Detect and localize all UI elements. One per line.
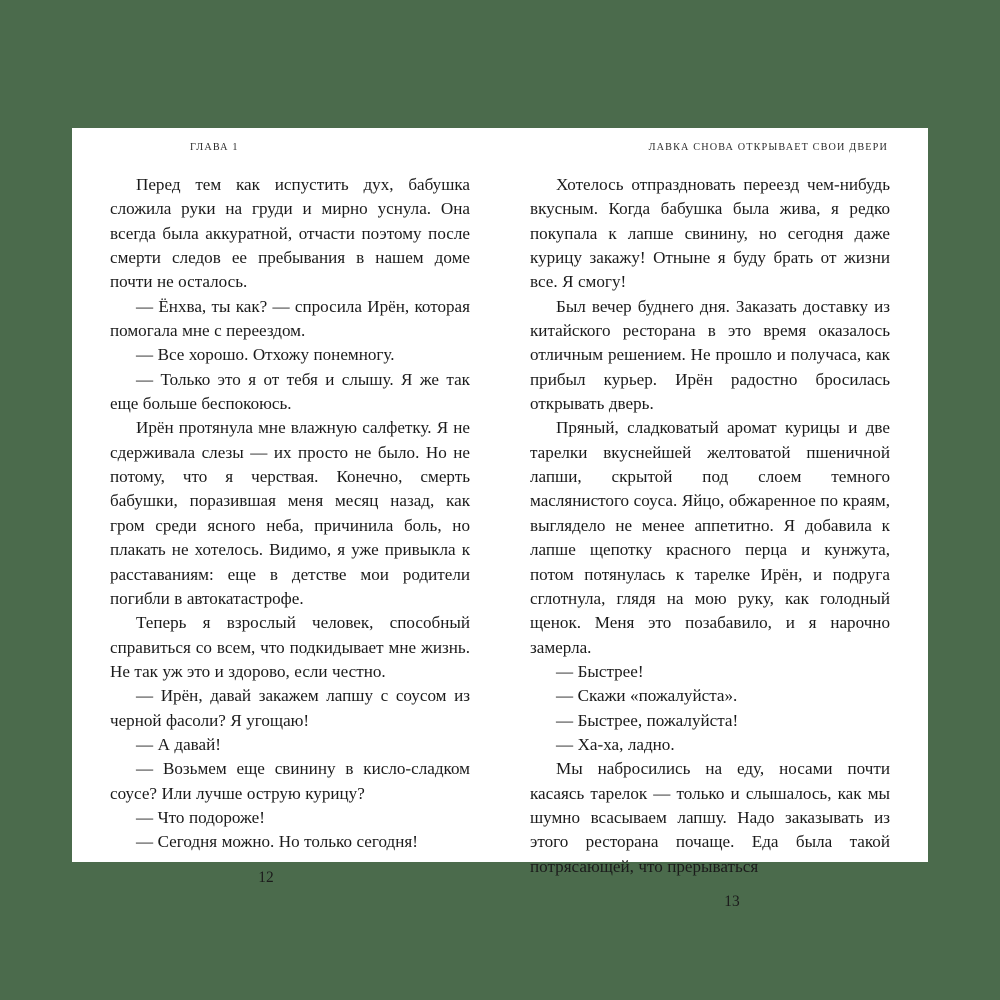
paragraph: Пряный, сладковатый аромат курицы и две тарелки вкуснейшей желтоватой пшеничной лапши, скрытой под слоем темного маслянистого соуса. Яйцо, обжаренное по краям, выглядело не менее аппетитно. Я добавила к лапше щепотку красного перца и кунжута, потом потянулась к тарелке Ирён, и подруга сглотнула, глядя на мою руку, как голодный щенок. Меня это позабавило, и я нарочно замерла. [530,418,890,657]
left-book-page [72,128,500,886]
paragraph: Ирён протянула мне влажную салфетку. Я не сдерживала слезы — их просто не было. Но не потому, что я черствая. Конечно, смерть бабушки, поразившая меня месяц назад, как гром среди ясного неба, причинила боль, но плакать не хотелось. Видимо, я уже привыкла к расставаниям: еще в детстве мои родители погибли в автокатастрофе. [110,418,470,608]
paragraph: — Только это я от тебя и слышу. Я же так еще больше беспокоюсь. [110,369,470,414]
right-book-page [500,128,928,910]
right-page-number: 13 [724,892,740,910]
paragraph: — Ёнхва, ты как? — спросила Ирён, которая помогала мне с переездом. [110,296,470,341]
paragraph: — Сегодня можно. Но только сегодня! [136,832,418,852]
paragraph: — Возьмем еще свинину в кисло-сладком соусе? Или лучше острую курицу? [110,759,470,803]
left-page-number: 12 [258,868,274,886]
paragraph: Был вечер буднего дня. Заказать доставку из китайского ресторана в это время оказалось отличным решением. Не прошло и получаса, как прибыл курьер. Ирён радостно бросилась открывать дверь. [530,296,890,414]
paragraph: — Быстрее, пожалуйста! [556,710,739,730]
left-page-text-body [110,159,470,855]
paragraph: Теперь я взрослый человек, способный справиться со всем, что подкидывает мне жизнь. Не так уж это и здорово, если честно. [110,613,470,681]
right-page-running-head: ЛАВКА СНОВА ОТКРЫВАЕТ СВОИ ДВЕРИ [648,142,888,153]
paragraph: — Ха-ха, ладно. [556,734,675,754]
paragraph: — Все хорошо. Отхожу понемногу. [136,345,395,365]
book-spread [72,128,928,910]
right-page-text-body [530,159,890,879]
paragraph: — Что подороже! [136,807,265,827]
paragraph: Мы набросились на еду, носами почти касаясь тарелок — только и слышалось, как мы шумно всасываем лапшу. Надо заказывать из этого ресторана почаще. Еда была такой потрясающей, что прерываться [530,759,890,876]
paragraph: — Скажи «пожалуйста». [556,686,738,706]
paragraph: — Быстрее! [556,661,644,681]
paragraph: — Ирён, давай закажем лапшу с соусом из черной фасоли? Я угощаю! [110,686,470,730]
paragraph: Перед тем как испустить дух, бабушка сложила руки на груди и мирно уснула. Она всегда была аккуратной, отчасти поэтому после смерти следов ее пребывания в нашем доме почти не осталось. [110,175,470,292]
paragraph: — А давай! [136,734,221,754]
paragraph: Хотелось отпраздновать переезд чем-нибудь вкусным. Когда бабушка была жива, я редко покупала к лапше свинину, но сегодня даже курицу закажу! Отныне я буду брать от жизни все. Я смогу! [530,175,890,292]
left-page-running-head: ГЛАВА 1 [190,142,239,153]
